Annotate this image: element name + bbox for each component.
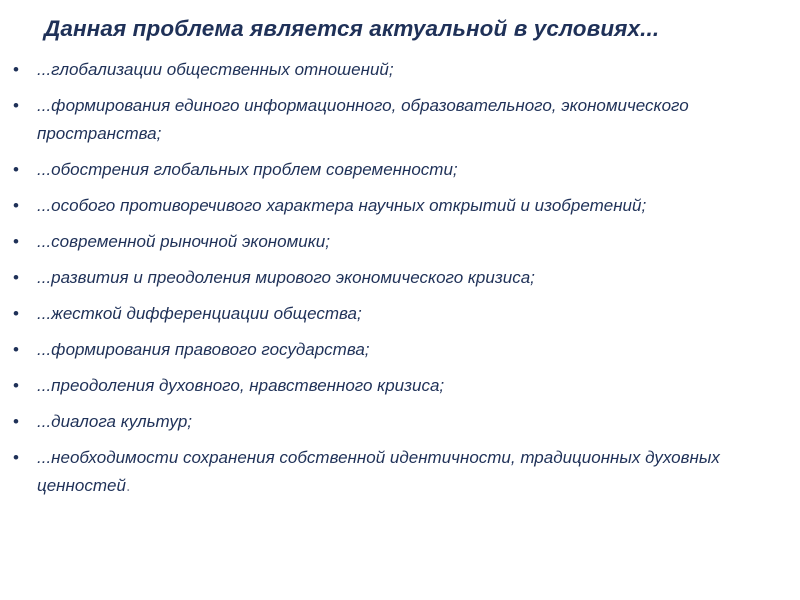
list-item-text: ...формирования единого информационного, образовательного, экономического пространства; (37, 96, 689, 143)
bullet-icon: • (13, 268, 19, 287)
list-item (10, 372, 770, 400)
list-item-text: ...развития и преодоления мирового экономического кризиса; (37, 268, 535, 287)
list-item (10, 408, 770, 436)
bullet-icon: • (13, 412, 19, 431)
list-item (10, 192, 770, 220)
list-item-text: ...современной рыночной экономики; (37, 232, 330, 251)
list-item-text: ...глобализации общественных отношений; (37, 60, 394, 79)
bullet-icon: • (13, 340, 19, 359)
bullet-icon: • (13, 60, 19, 79)
bullet-icon: • (13, 160, 19, 179)
list-item (10, 300, 770, 328)
list-item (10, 336, 770, 364)
list-item-text: ...преодоления духовного, нравственного кризиса; (37, 376, 445, 395)
list-item-text: ...формирования правового государства; (37, 340, 370, 359)
list-item-text: ...обострения глобальных проблем современности; (37, 160, 458, 179)
trailing-period: . (125, 476, 131, 495)
list-item-text: ...необходимости сохранения собственной идентичности, традиционных духовных ценностей (37, 448, 720, 495)
list-item (10, 56, 770, 84)
list-item (10, 92, 770, 148)
list-item (10, 264, 770, 292)
list-item-text: ...особого противоречивого характера научных открытий и изобретений; (37, 196, 647, 215)
bullet-icon: • (13, 376, 19, 395)
bullet-icon: • (13, 304, 19, 323)
bullet-icon: • (13, 448, 19, 467)
slide-title: Данная проблема является актуальной в условиях... (44, 16, 660, 41)
list-item-text: ...жесткой дифференциации общества; (37, 304, 362, 323)
bullet-icon: • (13, 232, 19, 251)
list-item (10, 444, 770, 500)
list-item (10, 156, 770, 184)
bullet-icon: • (13, 96, 19, 115)
bullet-list (10, 56, 770, 508)
list-item-text: ...диалога культур; (37, 412, 193, 431)
list-item (10, 228, 770, 256)
bullet-icon: • (13, 196, 19, 215)
